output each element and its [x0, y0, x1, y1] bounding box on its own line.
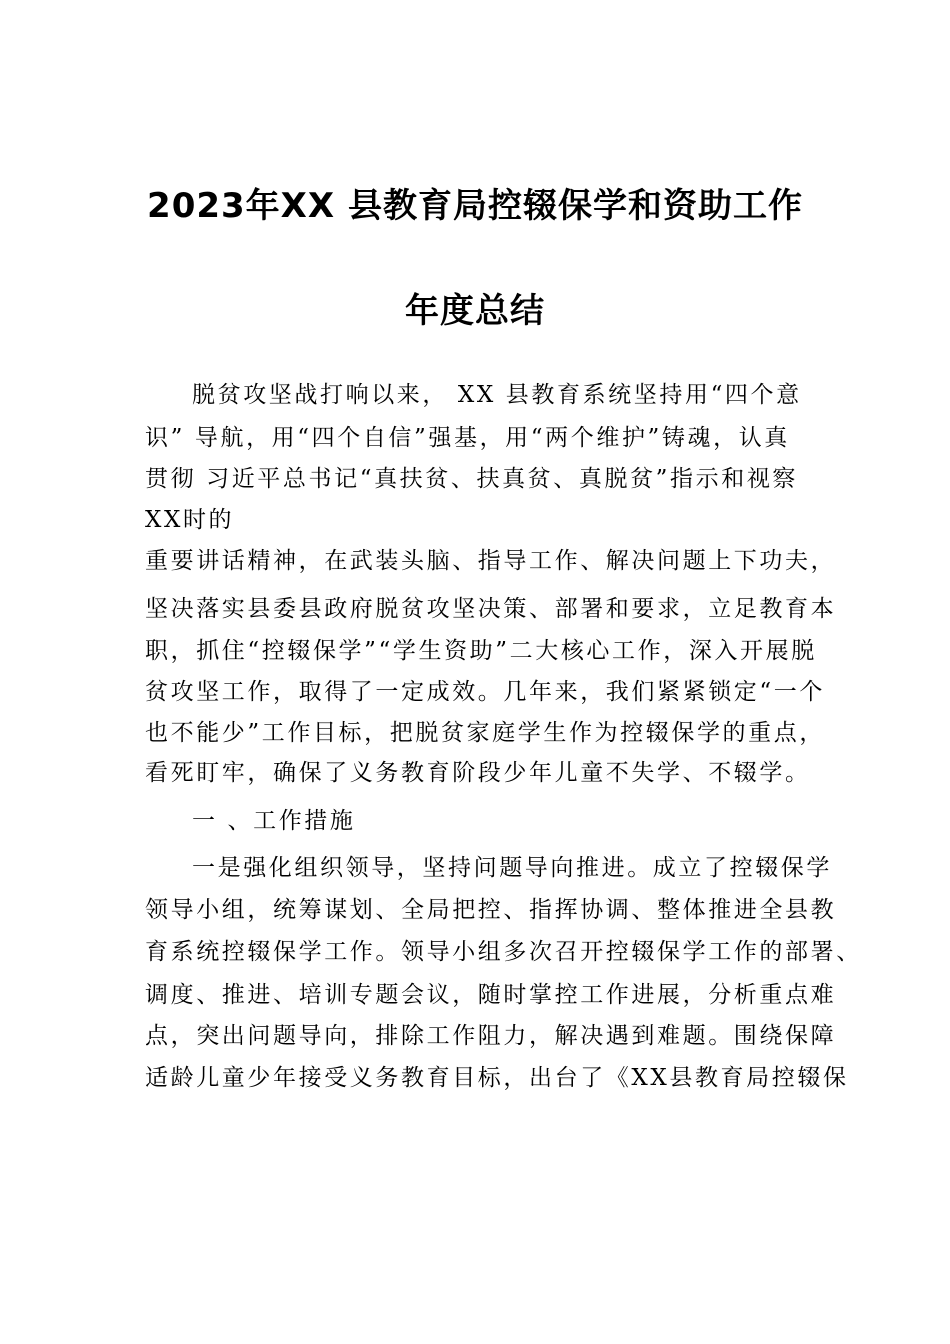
body-line: 贫攻坚工作，取得了一定成效。几年来，我们紧紧锁定“一个 — [145, 679, 825, 705]
document-title-line-2: 年度总结 — [405, 291, 545, 331]
body-line: 看死盯牢，确保了义务教育阶段少年儿童不失学、不辍学。 — [145, 760, 811, 786]
body-line: 也不能少”工作目标，把脱贫家庭学生作为控辍保学的重点， — [145, 720, 825, 746]
body-line: 重要讲话精神，在武装头脑、指导工作、解决问题上下功夫， — [145, 548, 837, 574]
body-line: XX时的 — [145, 507, 235, 533]
body-line: 坚决落实县委县政府脱贫攻坚决策、部署和要求，立足教育本 — [145, 596, 837, 622]
body-line: 一是强化组织领导，坚持问题导向推进。成立了控辍保学 — [192, 855, 832, 881]
body-line: 点，突出问题导向，排除工作阻力，解决遇到难题。围绕保障 — [145, 1023, 837, 1049]
section-heading: 一 、工作措施 — [192, 808, 356, 834]
body-line: 育系统控辍保学工作。领导小组多次召开控辍保学工作的部署、 — [145, 939, 862, 965]
body-line: 贯彻 习近平总书记“真扶贫、扶真贫、真脱贫”指示和视察 — [145, 466, 799, 492]
document-title-line-1: 2023年XX 县教育局控辍保学和资助工作 — [147, 186, 803, 226]
body-line: 识” 导航，用“四个自信”强基，用“两个维护”铸魂，认真 — [145, 425, 790, 451]
body-line: 领导小组，统筹谋划、全局把控、指挥协调、整体推进全县教 — [145, 897, 837, 923]
body-line: 脱贫攻坚战打响以来， XX 县教育系统坚持用“四个意 — [192, 382, 802, 408]
body-line: 调度、推进、培训专题会议，随时掌控工作进展，分析重点难 — [145, 982, 837, 1008]
body-line: 适龄儿童少年接受义务教育目标，出台了《XX县教育局控辍保 — [145, 1065, 849, 1091]
body-line: 职，抓住“控辍保学”“学生资助”二大核心工作，深入开展脱 — [145, 638, 817, 664]
